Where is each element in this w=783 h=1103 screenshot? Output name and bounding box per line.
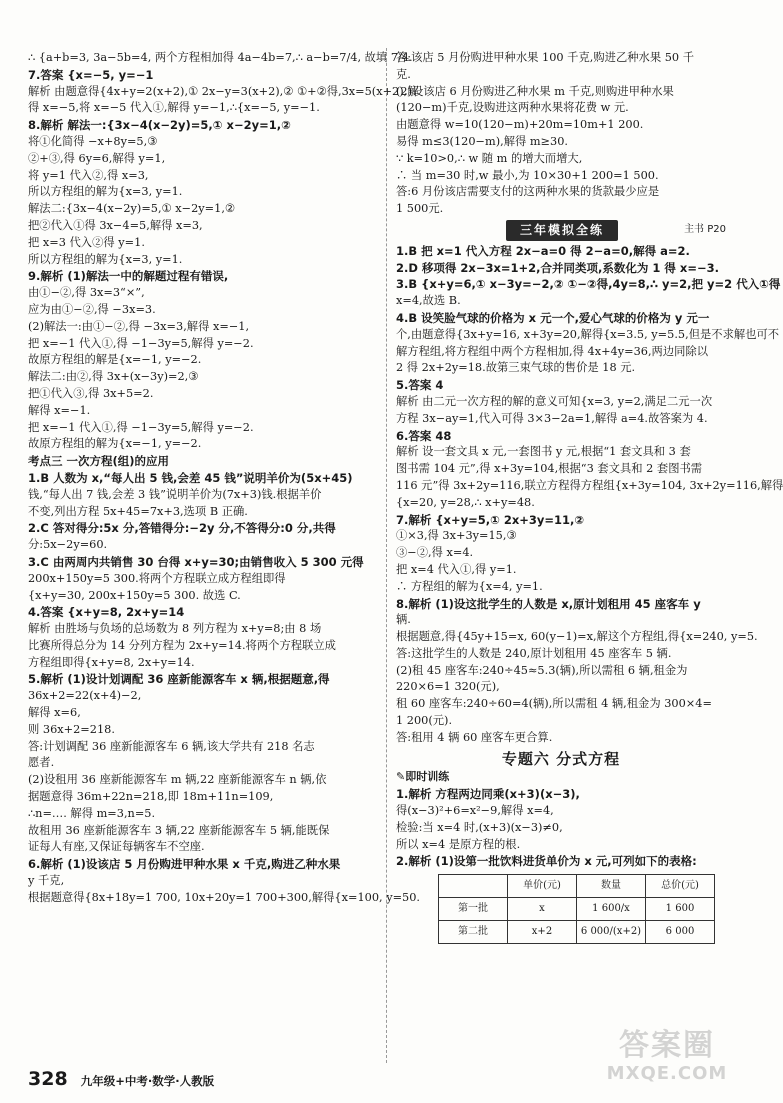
text-line: 1 500元.: [396, 202, 444, 216]
text-line: 5.解析 (1)设计划调配 36 座新能源客车 x 辆,根据题意,得: [28, 672, 330, 687]
text-line: 解析 由题意得{4x+y=2(x+2),① 2x−y=3(x+2),② ①+②得,3x=5(x+2),解: [28, 84, 419, 98]
text-line: 200x+150y=5 300.将两个方程联立成方程组即得: [28, 571, 286, 585]
text-line: y 千克,: [28, 874, 65, 888]
right-mid-block: [396, 243, 783, 747]
text-line: 5.答案 4: [396, 378, 444, 393]
text-line: 根据题意得{8x+18y=1 700, 10x+20y=1 700+300,解得{x=100, y=50.: [28, 890, 421, 904]
text-line: 解析 设一套文具 x 元,一套图书 y 元,根据“1 套文具和 3 套: [396, 445, 691, 459]
text-line: 租 60 座客车:240÷60=4(辆),所以需租 4 辆,租金为 300×4=: [396, 697, 712, 711]
text-line: ③−②,得 x=4.: [396, 546, 474, 560]
text-line: 个,由题意得{3x+y=16, x+3y=20,解得{x=3.5, y=5.5,但是不求解也可不: [396, 327, 780, 341]
text-line: 7.答案 {x=−5, y=−1: [28, 67, 154, 82]
text-line: 考点三 一次方程(组)的应用: [28, 454, 170, 469]
table-header-cell: 总价(元): [646, 875, 715, 898]
text-line: ∴ 方程组的解为{x=4, y=1.: [396, 579, 543, 593]
text-line: 解法二:{3x−4(x−2y)=5,① x−2y=1,②: [28, 202, 236, 216]
banner-ref: 主书 P20: [684, 223, 726, 235]
section-title: 专题六 分式方程: [501, 749, 621, 768]
table-row: [439, 898, 715, 921]
text-line: 解得 x=6,: [28, 706, 81, 720]
watermark-logo: [602, 1029, 732, 1093]
text-line: 方程组即得{x+y=8, 2x+y=14.: [28, 655, 195, 669]
text-line: 答:6 月份该店需要支付的这两种水果的货款最少应是: [396, 185, 660, 199]
text-line: ①×3,得 3x+3y=15,③: [396, 529, 517, 543]
text-line: 7.解析 {x+y=5,① 2x+3y=11,②: [396, 512, 585, 527]
text-line: 2.C 答对得分:5x 分,答错得分:−2y 分,不答得分:0 分,共得: [28, 521, 336, 536]
table-cell: 第一批: [439, 898, 508, 921]
text-line: 图书需 104 元”,得 x+3y=104,根据“3 套文具和 2 套图书需: [396, 462, 703, 476]
text-line: 解析 由二元一次方程的解的意义可知{x=3, y=2,满足二元一次: [396, 394, 713, 408]
column-divider: [386, 48, 387, 1063]
footer: [28, 1068, 214, 1090]
banner-title: 三年模拟全练: [506, 220, 618, 241]
text-line: 辆.: [396, 613, 411, 627]
text-line: 把 x=−1 代入①,得 −1−3y=5,解得 y=−2.: [28, 336, 254, 350]
text-line: 8.解析 (1)设这批学生的人数是 x,原计划租用 45 座客车 y: [396, 596, 701, 611]
text-line: 把 x=−1 代入①,得 −1−3y=5,解得 y=−2.: [28, 420, 254, 434]
text-line: 答:该店 5 月份购进甲种水果 100 千克,购进乙种水果 50 千: [396, 51, 695, 64]
table-cell: 第二批: [439, 921, 508, 944]
right-top-block: [396, 50, 726, 218]
text-line: 由题意得 w=10(120−m)+20m=10m+1 200.: [396, 118, 644, 132]
text-line: 将 y=1 代入②,得 x=3,: [28, 168, 149, 182]
table-cell: 1 600/x: [577, 898, 646, 921]
text-line: 得(x−3)²+6=x²−9,解得 x=4,: [396, 804, 554, 818]
footer-title: 九年级+中考·数学·人教版: [80, 1074, 215, 1088]
text-line: 8.解析 解法一:{3x−4(x−2y)=5,① x−2y=1,②: [28, 118, 291, 133]
text-line: 钱,“每人出 7 钱,会差 3 钱”说明羊价为(7x+3)钱.根据羊价: [28, 487, 322, 501]
text-line: 9.解析 (1)解法一中的解题过程有错误,: [28, 269, 229, 284]
text-line: 1 200(元).: [396, 714, 453, 728]
text-line: 所以方程组的解为{x=3, y=1.: [28, 185, 183, 199]
text-line: 克.: [396, 67, 411, 81]
text-line: 愿者.: [28, 756, 55, 770]
text-line: 由①−②,得 3x=3“×”,: [28, 286, 145, 300]
text-line: 比赛所得总分为 14 分列方程为 2x+y=14.将两个方程联立成: [28, 638, 336, 652]
drill-label-text: 即时训练: [405, 770, 450, 784]
text-line: 220×6=1 320(元),: [396, 680, 500, 694]
table-row: [439, 921, 715, 944]
text-line: 1.B 人数为 x,“每人出 5 钱,会差 45 钱”说明羊价为(5x+45): [28, 470, 353, 485]
watermark-line1: 答案圈: [619, 1028, 715, 1063]
text-line: 把 x=3 代入②得 y=1.: [28, 235, 145, 249]
text-line: 1.解析 方程两边同乘(x+3)(x−3),: [396, 787, 580, 802]
text-line: 答:租用 4 辆 60 座客车更合算.: [396, 730, 553, 744]
right-bottom-block: [396, 786, 726, 870]
table-header-cell: 数量: [577, 875, 646, 898]
text-line: 得 x=−5,将 x=−5 代入①,解得 y=−1,∴{x=−5, y=−1.: [28, 101, 320, 115]
text-line: 将①化简得 −x+8y=5,③: [28, 134, 158, 148]
text-line: 3.C 由两周内共销售 30 台得 x+y=30;由销售收入 5 300 元得: [28, 554, 364, 569]
text-line: 检验:当 x=4 时,(x+3)(x−3)≠0,: [396, 820, 563, 834]
text-line: 116 元”得 3x+2y=116,联立方程得方程组{x+3y=104, 3x+2y=116,解得: [396, 478, 783, 492]
text-line: (120−m)千克,设购进这两种水果将花费 w 元.: [396, 101, 629, 115]
text-line: {x+y=30, 200x+150y=5 300. 故选 C.: [28, 588, 241, 602]
text-line: 2 得 2x+2y=18.故第三束气球的售价是 18 元.: [396, 361, 636, 375]
text-line: 则 36x+2=218.: [28, 722, 115, 736]
text-line: 据题意得 36m+22n=218,即 18m+11n=109,: [28, 790, 274, 804]
text-line: 分:5x−2y=60.: [28, 538, 108, 552]
drill-label: [396, 769, 726, 786]
text-line: ∴n=…. 解得 m=3,n=5.: [28, 806, 156, 820]
table-cell: x+2: [508, 921, 577, 944]
text-line: (2)租 45 座客车:240÷45≈5.3(辆),所以需租 6 辆,租金为: [396, 663, 688, 677]
table-header-cell: 单价(元): [508, 875, 577, 898]
text-line: ②+③,得 6y=6,解得 y=1,: [28, 151, 166, 165]
text-line: 把 x=4 代入①,得 y=1.: [396, 562, 517, 576]
text-line: (2)解法一:由①−②,得 −3x=3,解得 x=−1,: [28, 319, 250, 333]
banner-row: [396, 220, 726, 241]
text-line: 2.解析 (1)设第一批饮料进货单价为 x 元,可列如下的表格:: [396, 854, 697, 869]
text-line: ∴ 当 m=30 时,w 最小,为 10×30+1 200=1 500.: [396, 168, 659, 182]
table-cell: 1 600: [646, 898, 715, 921]
text-line: 证每人有座,又保证每辆客车不空座.: [28, 840, 205, 854]
text-line: 应为由①−②,得 −3x=3.: [28, 302, 156, 316]
text-line: 解方程组,将方程组中两个方程相加,得 4x+4y=36,两边同除以: [396, 344, 709, 358]
table-header-row: [439, 875, 715, 898]
text-line: 故原方程组的解是{x=−1, y=−2.: [28, 353, 202, 367]
price-table: [438, 874, 715, 944]
text-line: 把①代入③,得 3x+5=2.: [28, 386, 154, 400]
text-line: 故原方程组的解为{x=−1, y=−2.: [28, 437, 202, 451]
text-line: {x=20, y=28,∴ x+y=48.: [396, 495, 535, 509]
text-line: 故租用 36 座新能源客车 3 辆,22 座新能源客车 5 辆,能既保: [28, 823, 330, 837]
table-cell: 6 000/(x+2): [577, 921, 646, 944]
text-line: 36x+2=22(x+4)−2,: [28, 689, 142, 703]
text-line: x=4,故选 B.: [396, 294, 461, 308]
text-line: 易得 m≤3(120−m),解得 m≥30.: [396, 134, 569, 148]
text-line: 解法二:由②,得 3x+(x−3y)=2,③: [28, 370, 199, 384]
page-number: 328: [28, 1068, 68, 1090]
text-line: (2)设该店 6 月份购进乙种水果 m 千克,则购进甲种水果: [396, 84, 674, 98]
text-line: 6.答案 48: [396, 428, 452, 443]
text-line: 不变,列出方程 5x+45=7x+3,选项 B 正确.: [28, 504, 248, 518]
text-line: 所以 x=4 是原方程的根.: [396, 837, 521, 851]
text-line: ∴ {a+b=3, 3a−5b=4, 两个方程相加得 4a−4b=7,∴ a−b=7/4, 故填 7/4.: [28, 51, 413, 64]
watermark-line2: MXQE.COM: [606, 1063, 728, 1084]
text-line: 4.答案 {x+y=8, 2x+y=14: [28, 605, 185, 620]
text-line: 3.B {x+y=6,① x−3y=−2,② ①−②得,4y=8,∴ y=2,把 y=2 代入①得: [396, 277, 781, 292]
text-line: 6.解析 (1)设该店 5 月份购进甲种水果 x 千克,购进乙种水果: [28, 857, 341, 872]
text-line: 解得 x=−1.: [28, 403, 91, 417]
text-line: (2)设租用 36 座新能源客车 m 辆,22 座新能源客车 n 辆,依: [28, 773, 327, 787]
text-line: 解析 由胜场与负场的总场数为 8 列方程为 x+y=8;由 8 场: [28, 622, 322, 636]
text-line: 4.B 设笑脸气球的价格为 x 元一个,爱心气球的价格为 y 元一: [396, 310, 710, 325]
text-line: 答:计划调配 36 座新能源客车 6 辆,该大学共有 218 名志: [28, 739, 315, 753]
text-line: 答:这批学生的人数是 240,原计划租用 45 座客车 5 辆.: [396, 646, 672, 660]
right-column: [396, 50, 783, 944]
table-header-cell: [439, 875, 508, 898]
text-line: 2.D 移项得 2x−3x=1+2,合并同类项,系数化为 1 得 x=−3.: [396, 260, 719, 275]
table-cell: 6 000: [646, 921, 715, 944]
text-line: 方程 3x−ay=1,代入可得 3×3−2a=1,解得 a=4.故答案为 4.: [396, 411, 708, 425]
text-line: 把②代入①得 3x−4=5,解得 x=3,: [28, 218, 203, 232]
text-line: 1.B 把 x=1 代入方程 2x−a=0 得 2−a=0,解得 a=2.: [396, 243, 690, 258]
pencil-icon: ✎: [396, 770, 406, 784]
text-line: ∵ k=10>0,∴ w 随 m 的增大而增大,: [396, 151, 583, 165]
text-line: 根据题意,得{45y+15=x, 60(y−1)=x,解这个方程组,得{x=240, y=5.: [396, 630, 758, 644]
table-cell: x: [508, 898, 577, 921]
text-line: 所以方程组的解为{x=3, y=1.: [28, 252, 183, 266]
